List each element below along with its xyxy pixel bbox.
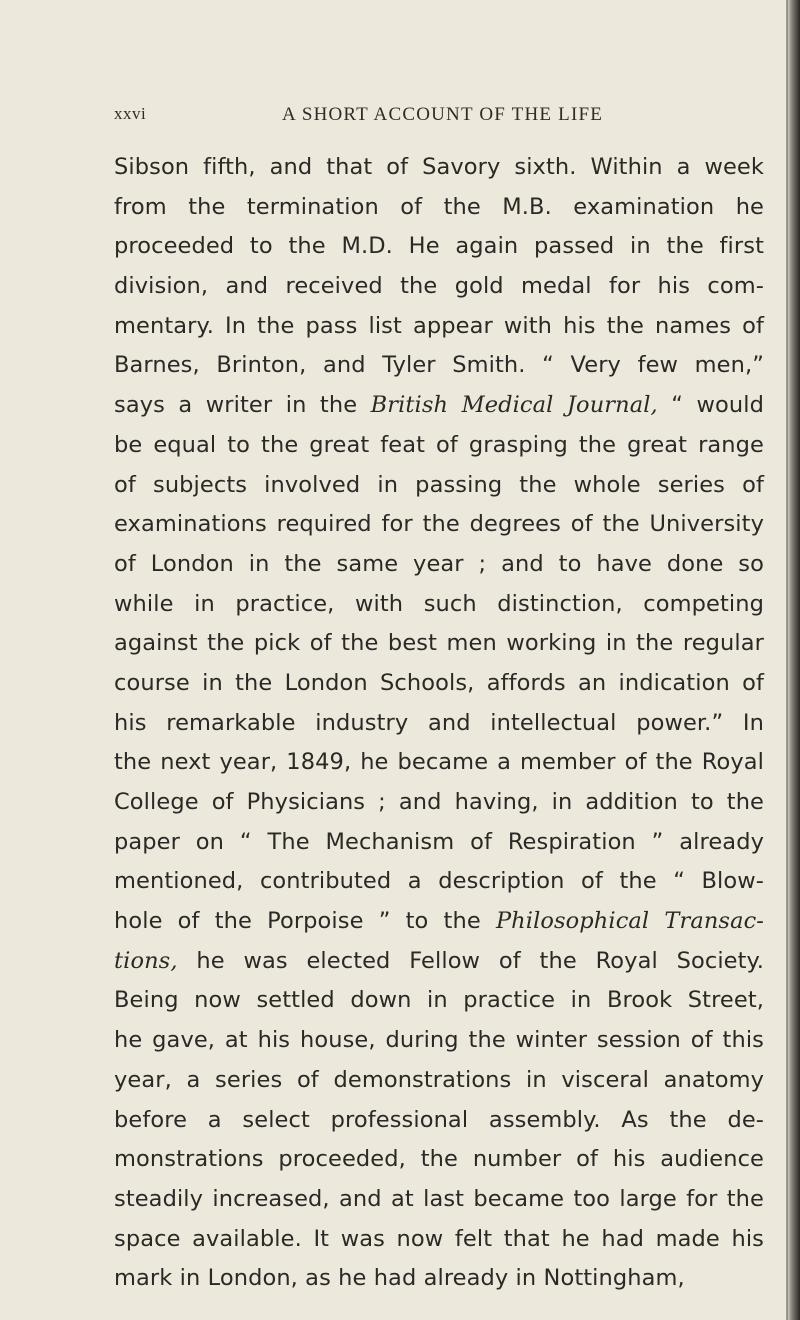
text-segment: hole of the Porpoise ” to the [114,908,496,935]
text-line [114,307,764,347]
text-line [114,386,764,426]
text-segment: monstrations proceeded, the number of his audience [114,1146,764,1173]
running-head [114,104,754,128]
page-edge-shadow [786,0,800,1320]
text-segment: year, a series of demonstrations in visceral anatomy [114,1066,764,1093]
text-segment: he was elected Fellow of the Royal Society. [177,947,764,974]
text-segment: division, and received the gold medal for his com- [114,273,764,300]
text-line [114,505,764,545]
text-line [114,783,764,823]
text-line [114,426,764,466]
italic-title: Philosophical Transac- [495,908,764,935]
text-segment: “ would [657,392,764,419]
text-line [114,1180,764,1220]
body-text [114,148,764,1299]
text-segment: against the pick of the best men working in the regular [114,630,764,657]
text-segment: space available. It was now felt that he had made his [114,1225,764,1252]
text-segment: mentary. In the pass list appear with his the names of [114,312,764,339]
text-line [114,545,764,585]
text-line [114,942,764,982]
text-line [114,148,764,188]
text-segment: mark in London, as he had already in Nottingham, [114,1265,685,1292]
text-segment: steadily increased, and at last became too large for the [114,1185,764,1212]
text-segment: of London in the same year ; and to have done so [114,550,764,577]
text-segment: Being now settled down in practice in Brook Street, [114,987,764,1014]
text-segment: College of Physicians ; and having, in addition to the [114,789,764,815]
page-number: xxvi [114,104,147,123]
text-segment: paper on “ The Mechanism of Respiration ” already [114,828,764,855]
text-segment: before a select professional assembly. As the de- [114,1106,764,1133]
text-segment: from the termination of the M.B. examination he [114,193,764,220]
text-line [114,585,764,625]
text-segment: his remarkable industry and intellectual power.” In [114,709,764,736]
text-line [114,981,764,1021]
text-line [114,862,764,902]
text-line [114,1061,764,1101]
text-segment: mentioned, contributed a description of the “ Blow- [114,868,764,895]
text-line [114,267,764,307]
text-line [114,1259,764,1299]
text-line [114,624,764,664]
text-line [114,466,764,506]
text-segment: Barnes, Brinton, and Tyler Smith. “ Very few men,” [114,352,764,379]
text-line [114,902,764,942]
text-line [114,743,764,783]
italic-title: British Medical Journal, [370,392,658,419]
text-line [114,227,764,267]
text-segment: Sibson fifth, and that of Savory sixth. Within a week [114,154,764,180]
text-line [114,823,764,863]
text-line [114,664,764,704]
page-edge-line [786,0,788,1320]
text-segment: while in practice, with such distinction, competing [114,590,764,617]
italic-title: tions, [114,947,178,974]
text-line [114,346,764,386]
text-line [114,1101,764,1141]
text-segment: of subjects involved in passing the whole series of [114,471,764,498]
text-line [114,1021,764,1061]
text-line [114,188,764,228]
text-segment: examinations required for the degrees of the University [114,511,764,538]
text-line [114,704,764,744]
text-segment: says a writer in the [114,392,371,419]
running-head-title: A SHORT ACCOUNT OF THE LIFE [282,104,604,125]
text-segment: course in the London Schools, affords an indication of [114,669,764,696]
text-segment: be equal to the great feat of grasping the great range [114,431,764,458]
text-line [114,1140,764,1180]
text-segment: he gave, at his house, during the winter session of this [114,1027,764,1054]
text-line [114,1220,764,1260]
text-segment: the next year, 1849, he became a member of the Royal [114,749,764,776]
text-segment: proceeded to the M.D. He again passed in the first [114,233,764,260]
